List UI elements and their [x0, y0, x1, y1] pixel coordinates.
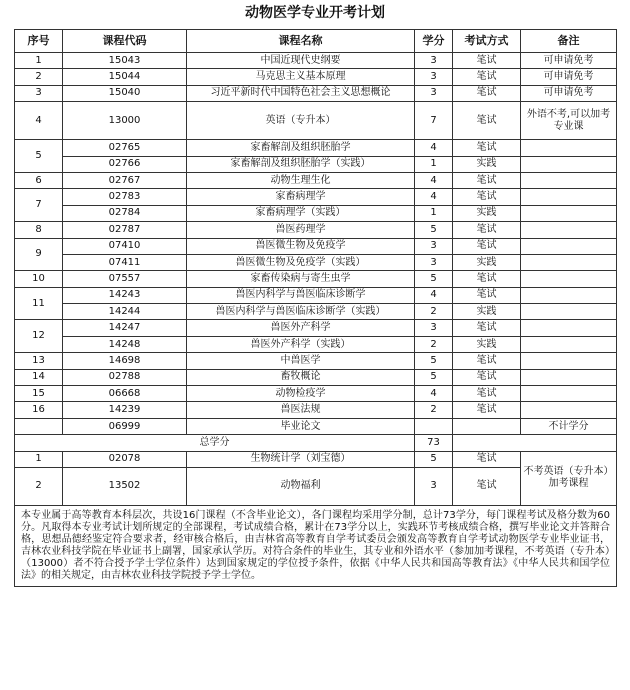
table-row: [15, 271, 617, 287]
seq-cell: 3: [15, 85, 63, 101]
exam-cell: 笔试: [453, 320, 521, 336]
exam-cell: 实践: [453, 205, 521, 221]
note-cell: [521, 320, 617, 336]
name-cell: 兽医微生物及免疫学: [187, 238, 415, 254]
credit-cell: 3: [415, 320, 453, 336]
credit-cell: 3: [415, 467, 453, 505]
note-cell: 可申请免考: [521, 53, 617, 69]
credit-cell: 1: [415, 205, 453, 221]
exam-cell: 笔试: [453, 140, 521, 156]
note-cell: [521, 271, 617, 287]
table-row: [15, 238, 617, 254]
code-cell: 14248: [63, 336, 187, 352]
seq-cell: 11: [15, 287, 63, 320]
course-plan-table: [14, 29, 617, 587]
name-cell: 家畜解剖及组织胚胎学: [187, 140, 415, 156]
note-cell: 可申请免考: [521, 69, 617, 85]
exam-cell: 笔试: [453, 451, 521, 467]
table-row: [15, 386, 617, 402]
name-cell: 兽医外产科学（实践）: [187, 336, 415, 352]
seq-cell: 7: [15, 189, 63, 222]
name-cell: 动物福利: [187, 467, 415, 505]
name-cell: 中兽医学: [187, 353, 415, 369]
credit-cell: 4: [415, 189, 453, 205]
header-name: 课程名称: [187, 30, 415, 53]
name-cell: 马克思主义基本原理: [187, 69, 415, 85]
note-cell: [521, 287, 617, 303]
table-row: [15, 102, 617, 140]
exam-cell: 笔试: [453, 69, 521, 85]
table-row: [15, 85, 617, 101]
exam-cell: 笔试: [453, 386, 521, 402]
code-cell: 07411: [63, 254, 187, 270]
seq-cell: [15, 418, 63, 434]
exam-cell: 实践: [453, 304, 521, 320]
credit-cell: 5: [415, 222, 453, 238]
code-cell: 13502: [63, 467, 187, 505]
table-row: [15, 336, 617, 352]
code-cell: 02788: [63, 369, 187, 385]
code-cell: 02766: [63, 156, 187, 172]
header-note: 备注: [521, 30, 617, 53]
plan-footnote: 本专业属于高等教育本科层次，共设16门课程（不含毕业论文），各门课程均采用学分制，总计73学分，每门课程考试及格分数为60分。凡取得本专业考试计划所规定的全部课程，考试成绩合格，累计在73学分以上，实践环节考核成绩合格，撰写毕业论文并答辩合格，思想品德经鉴定符合要求者，经审核合格后，由吉林省高等教育自学考试委员会颁发高等教育自学考试动物医学专业毕业证书，吉林农业科技学院在毕业证书上副署，国家承认学历。对符合条件的毕业生，其专业和外语水平（参加加考课程，不考英语（专升本）（13000）者不符合授予学士学位条件）达到国家规定的学位授予条件，依据《中华人民共和国高等教育法》《中华人民共和国学位法》的相关规定，由吉林农业科技学院授予学士学位。: [15, 505, 617, 586]
exam-cell: 笔试: [453, 189, 521, 205]
credit-cell: 5: [415, 369, 453, 385]
note-cell: [521, 205, 617, 221]
code-cell: 02787: [63, 222, 187, 238]
total-row: [15, 435, 617, 451]
exam-cell: 笔试: [453, 271, 521, 287]
credit-cell: 5: [415, 451, 453, 467]
credit-cell: [415, 418, 453, 434]
code-cell: 15040: [63, 85, 187, 101]
note-cell: [521, 156, 617, 172]
note-cell: 外语不考,可以加考专业课: [521, 102, 617, 140]
name-cell: 生物统计学（刘宝德）: [187, 451, 415, 467]
code-cell: 14243: [63, 287, 187, 303]
page-title: 动物医学专业开考计划: [245, 5, 385, 21]
total-credit-value: 73: [415, 435, 453, 451]
credit-cell: 2: [415, 336, 453, 352]
exam-cell: 笔试: [453, 369, 521, 385]
code-cell: 14244: [63, 304, 187, 320]
table-row: [15, 254, 617, 270]
code-cell: 02765: [63, 140, 187, 156]
name-cell: 兽医药理学: [187, 222, 415, 238]
note-cell: [521, 254, 617, 270]
exam-cell: 笔试: [453, 102, 521, 140]
name-cell: 动物生理生化: [187, 172, 415, 188]
code-cell: 02784: [63, 205, 187, 221]
extra-row: [15, 451, 617, 467]
exam-cell: 笔试: [453, 53, 521, 69]
seq-cell: 15: [15, 386, 63, 402]
table-row: [15, 156, 617, 172]
code-cell: 07410: [63, 238, 187, 254]
footnote-row: [15, 505, 617, 586]
exam-cell: 实践: [453, 254, 521, 270]
table-row: [15, 353, 617, 369]
seq-cell: 2: [15, 467, 63, 505]
code-cell: 06999: [63, 418, 187, 434]
credit-cell: 4: [415, 140, 453, 156]
seq-cell: 4: [15, 102, 63, 140]
code-cell: 02078: [63, 451, 187, 467]
code-cell: 15043: [63, 53, 187, 69]
header-seq: 序号: [15, 30, 63, 53]
code-cell: 15044: [63, 69, 187, 85]
credit-cell: 3: [415, 85, 453, 101]
code-cell: 07557: [63, 271, 187, 287]
seq-cell: 2: [15, 69, 63, 85]
credit-cell: 4: [415, 287, 453, 303]
seq-cell: 16: [15, 402, 63, 418]
table-row: [15, 140, 617, 156]
name-cell: 中国近现代史纲要: [187, 53, 415, 69]
note-cell: [521, 336, 617, 352]
exam-cell: 笔试: [453, 222, 521, 238]
table-row: [15, 189, 617, 205]
name-cell: 家畜解剖及组织胚胎学（实践）: [187, 156, 415, 172]
exam-cell: 实践: [453, 336, 521, 352]
name-cell: 兽医微生物及免疫学（实践）: [187, 254, 415, 270]
name-cell: 家畜病理学: [187, 189, 415, 205]
name-cell: 畜牧概论: [187, 369, 415, 385]
code-cell: 02783: [63, 189, 187, 205]
exam-cell: [453, 418, 521, 434]
table-row: [15, 304, 617, 320]
name-cell: 家畜传染病与寄生虫学: [187, 271, 415, 287]
header-code: 课程代码: [63, 30, 187, 53]
exam-cell: 笔试: [453, 85, 521, 101]
note-cell: [521, 402, 617, 418]
table-row: [15, 205, 617, 221]
credit-cell: 4: [415, 386, 453, 402]
table-row: [15, 287, 617, 303]
note-cell: 可申请免考: [521, 85, 617, 101]
header-exam: 考试方式: [453, 30, 521, 53]
note-cell: [521, 238, 617, 254]
code-cell: 14698: [63, 353, 187, 369]
note-cell: [521, 189, 617, 205]
table-row: [15, 418, 617, 434]
note-cell: [521, 353, 617, 369]
seq-cell: 12: [15, 320, 63, 353]
credit-cell: 3: [415, 238, 453, 254]
note-cell: [521, 369, 617, 385]
total-empty-cell: [453, 435, 617, 451]
credit-cell: 4: [415, 172, 453, 188]
name-cell: 兽医法规: [187, 402, 415, 418]
code-cell: 06668: [63, 386, 187, 402]
note-cell: [521, 386, 617, 402]
credit-cell: 5: [415, 353, 453, 369]
table-row: [15, 222, 617, 238]
exam-cell: 笔试: [453, 238, 521, 254]
credit-cell: 3: [415, 69, 453, 85]
name-cell: 兽医内科学与兽医临床诊断学: [187, 287, 415, 303]
exam-cell: 笔试: [453, 467, 521, 505]
table-row: [15, 402, 617, 418]
table-row: [15, 69, 617, 85]
note-cell: [521, 140, 617, 156]
seq-cell: 5: [15, 140, 63, 173]
extra-courses-note: 不考英语（专升本）加考课程: [521, 451, 617, 505]
header-credit: 学分: [415, 30, 453, 53]
note-cell: 不计学分: [521, 418, 617, 434]
name-cell: 习近平新时代中国特色社会主义思想概论: [187, 85, 415, 101]
exam-cell: 笔试: [453, 353, 521, 369]
note-cell: [521, 222, 617, 238]
total-label: 总学分: [15, 435, 415, 451]
credit-cell: 5: [415, 271, 453, 287]
seq-cell: 13: [15, 353, 63, 369]
code-cell: 14247: [63, 320, 187, 336]
name-cell: 兽医内科学与兽医临床诊断学（实践）: [187, 304, 415, 320]
seq-cell: 9: [15, 238, 63, 271]
credit-cell: 3: [415, 254, 453, 270]
seq-cell: 1: [15, 53, 63, 69]
exam-cell: 笔试: [453, 287, 521, 303]
exam-cell: 实践: [453, 156, 521, 172]
credit-cell: 2: [415, 402, 453, 418]
exam-cell: 笔试: [453, 402, 521, 418]
note-cell: [521, 172, 617, 188]
seq-cell: 6: [15, 172, 63, 188]
seq-cell: 1: [15, 451, 63, 467]
credit-cell: 1: [415, 156, 453, 172]
name-cell: 动物检疫学: [187, 386, 415, 402]
credit-cell: 3: [415, 53, 453, 69]
name-cell: 英语（专升本）: [187, 102, 415, 140]
name-cell: 毕业论文: [187, 418, 415, 434]
code-cell: 02767: [63, 172, 187, 188]
credit-cell: 2: [415, 304, 453, 320]
table-header-row: [15, 30, 617, 53]
name-cell: 家畜病理学（实践）: [187, 205, 415, 221]
seq-cell: 8: [15, 222, 63, 238]
table-row: [15, 369, 617, 385]
code-cell: 14239: [63, 402, 187, 418]
seq-cell: 10: [15, 271, 63, 287]
table-row: [15, 320, 617, 336]
table-row: [15, 172, 617, 188]
code-cell: 13000: [63, 102, 187, 140]
note-cell: [521, 304, 617, 320]
credit-cell: 7: [415, 102, 453, 140]
seq-cell: 14: [15, 369, 63, 385]
exam-cell: 笔试: [453, 172, 521, 188]
table-row: [15, 53, 617, 69]
name-cell: 兽医外产科学: [187, 320, 415, 336]
